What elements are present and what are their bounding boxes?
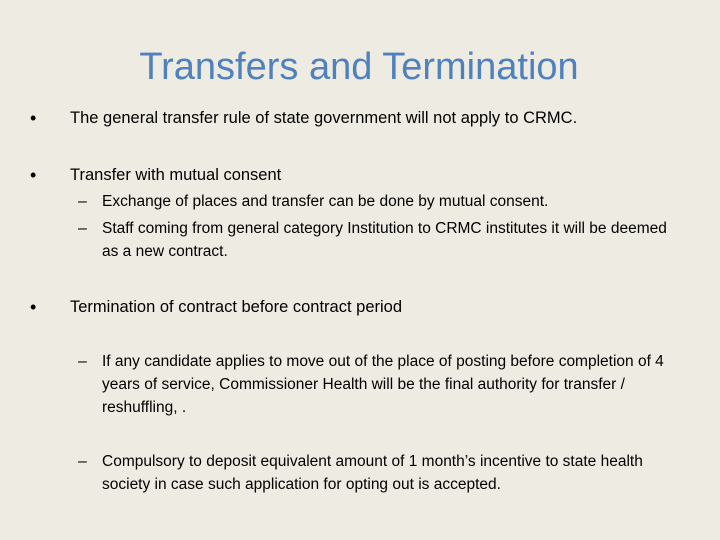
bullet-text: The general transfer rule of state government will not apply to CRMC.: [70, 109, 578, 127]
bullet-marker: •: [30, 165, 37, 185]
sub-item-text: Staff coming from general category Institution to CRMC institutes it will be deemed as a new contract.: [102, 220, 667, 260]
dash-marker: –: [78, 193, 87, 210]
bullet-text: Termination of contract before contract period: [70, 298, 403, 316]
sub-item-text: Compulsory to deposit equivalent amount of 1 month’s incentive to state health society in case such application for opting out is accepted.: [102, 453, 643, 493]
bullet-marker: •: [30, 297, 37, 317]
dash-marker: –: [78, 220, 87, 237]
sub-item-text: Exchange of places and transfer can be done by mutual consent.: [102, 193, 549, 210]
dash-marker: –: [78, 453, 87, 470]
slide-title: Transfers and Termination: [139, 46, 579, 88]
bullet-marker: •: [30, 108, 37, 128]
dash-marker: –: [78, 353, 87, 370]
bullet-text: Transfer with mutual consent: [70, 166, 282, 184]
sub-item-text: If any candidate applies to move out of the place of posting before completion of 4 years of service, Commissioner Health will be the final authority for transfer / reshuffling, .: [102, 353, 664, 416]
